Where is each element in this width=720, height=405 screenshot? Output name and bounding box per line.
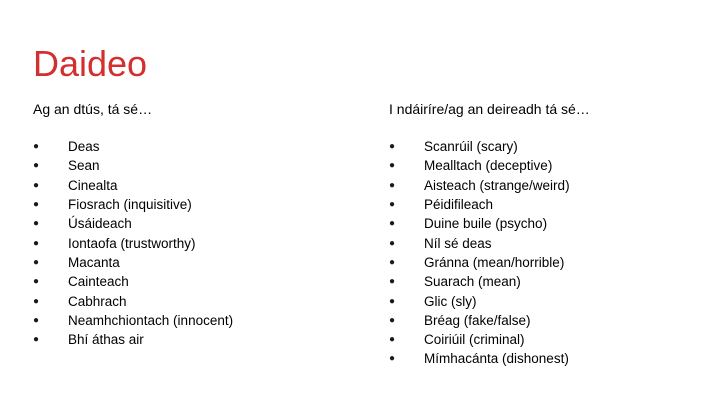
bullet-icon: ● xyxy=(33,314,40,326)
right-column xyxy=(389,100,699,369)
list-item xyxy=(389,330,699,349)
bullet-icon: ● xyxy=(389,276,396,288)
list-item-text: Fiosrach (inquisitive) xyxy=(68,197,192,213)
list-item-text: Níl sé deas xyxy=(424,235,492,251)
list-item xyxy=(389,195,699,214)
bullet-icon: ● xyxy=(389,353,396,365)
list-item-text: Macanta xyxy=(68,254,120,270)
bullet-icon: ● xyxy=(33,218,40,230)
list-item xyxy=(33,214,353,233)
list-item-text: Cinealta xyxy=(68,177,118,193)
list-item-text: Aisteach (strange/weird) xyxy=(424,177,570,193)
slide-title: Daideo xyxy=(33,43,148,84)
bullet-icon: ● xyxy=(33,295,40,307)
bullet-icon: ● xyxy=(33,276,40,288)
list-item-text: Cainteach xyxy=(68,274,129,290)
list-item xyxy=(389,214,699,233)
list-item-text: Bréag (fake/false) xyxy=(424,312,531,328)
list-item xyxy=(33,330,353,349)
list-item xyxy=(33,233,353,252)
bullet-icon: ● xyxy=(33,160,40,172)
list-item xyxy=(389,176,699,195)
list-item-text: Bhí áthas air xyxy=(68,332,144,348)
bullet-icon: ● xyxy=(389,256,396,268)
bullet-icon: ● xyxy=(389,314,396,326)
list-item xyxy=(389,156,699,175)
list-item-text: Glic (sly) xyxy=(424,293,477,309)
bullet-icon: ● xyxy=(389,160,396,172)
list-item-text: Cabhrach xyxy=(68,293,127,309)
list-item-text: Iontaofa (trustworthy) xyxy=(68,235,196,251)
list-item xyxy=(389,349,699,368)
left-column xyxy=(33,100,353,349)
list-item xyxy=(33,272,353,291)
left-bullet-list xyxy=(33,137,353,349)
list-item xyxy=(33,176,353,195)
right-column-heading: I ndáiríre/ag an deireadh tá sé… xyxy=(389,101,590,117)
bullet-icon: ● xyxy=(389,199,396,211)
bullet-icon: ● xyxy=(33,141,40,153)
bullet-icon: ● xyxy=(389,218,396,230)
list-item xyxy=(389,272,699,291)
left-column-heading: Ag an dtús, tá sé… xyxy=(33,101,153,117)
bullet-icon: ● xyxy=(33,237,40,249)
bullet-icon: ● xyxy=(389,295,396,307)
bullet-icon: ● xyxy=(33,256,40,268)
list-item xyxy=(389,311,699,330)
right-bullet-list xyxy=(389,137,699,369)
list-item-text: Coiriúil (criminal) xyxy=(424,332,525,348)
bullet-icon: ● xyxy=(389,179,396,191)
bullet-icon: ● xyxy=(389,141,396,153)
list-item-text: Gránna (mean/horrible) xyxy=(424,254,565,270)
list-item xyxy=(389,137,699,156)
list-item-text: Mímhacánta (dishonest) xyxy=(424,351,569,367)
bullet-icon: ● xyxy=(33,179,40,191)
list-item-text: Scanrúil (scary) xyxy=(424,139,518,155)
list-item-text: Suarach (mean) xyxy=(424,274,521,290)
list-item xyxy=(33,195,353,214)
list-item xyxy=(33,137,353,156)
list-item xyxy=(389,291,699,310)
bullet-icon: ● xyxy=(33,334,40,346)
list-item-text: Péidifileach xyxy=(424,197,494,213)
list-item xyxy=(33,291,353,310)
bullet-icon: ● xyxy=(389,237,396,249)
bullet-icon: ● xyxy=(33,199,40,211)
list-item-text: Duine buile (psycho) xyxy=(424,216,548,232)
list-item xyxy=(33,253,353,272)
list-item-text: Úsáideach xyxy=(68,216,132,232)
list-item xyxy=(389,233,699,252)
list-item xyxy=(389,253,699,272)
list-item xyxy=(33,156,353,175)
list-item-text: Sean xyxy=(68,158,100,174)
bullet-icon: ● xyxy=(389,334,396,346)
list-item-text: Mealltach (deceptive) xyxy=(424,158,553,174)
list-item-text: Deas xyxy=(68,139,100,155)
list-item xyxy=(33,311,353,330)
list-item-text: Neamhchiontach (innocent) xyxy=(68,312,234,328)
